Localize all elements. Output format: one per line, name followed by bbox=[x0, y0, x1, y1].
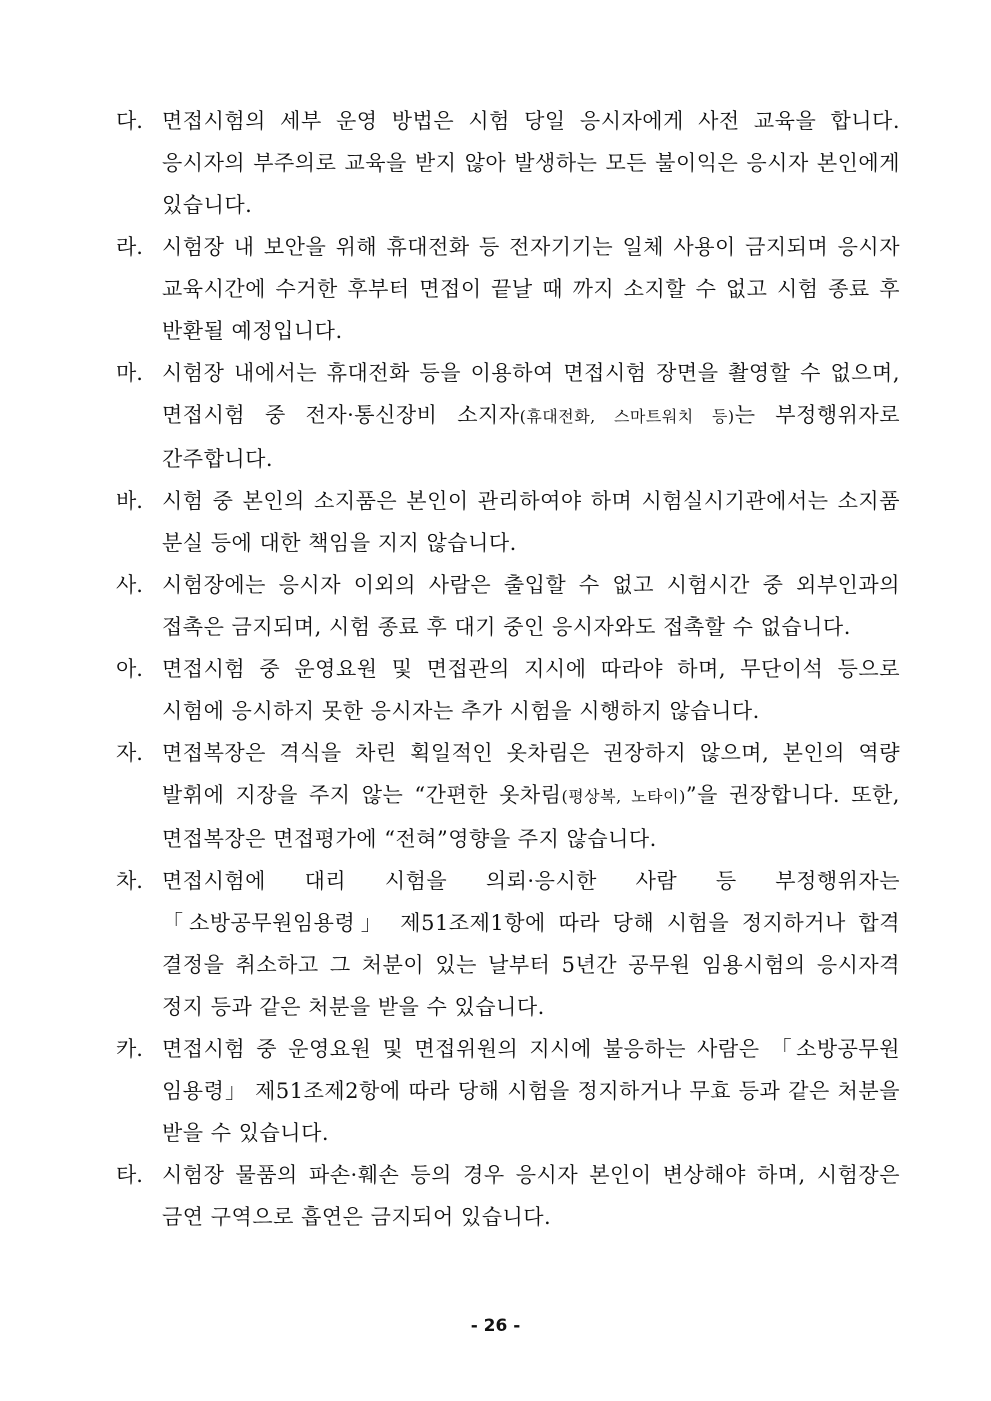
item-text: 시험장 물품의 파손·훼손 등의 경우 응시자 본인이 변상해야 하며, 시험장은 금연 구역으로 흡연은 금지되어 있습니다. bbox=[162, 1163, 900, 1229]
item-text: 면접시험의 세부 운영 방법은 시험 당일 응시자에게 사전 교육을 합니다. 응시자의 부주의로 교육을 받지 않아 발생하는 모든 불이익은 응시자 본인에게 있습니다. bbox=[162, 109, 900, 217]
item-text bbox=[162, 732, 900, 860]
item-text: 시험장에는 응시자 이외의 사람은 출입할 수 없고 시험시간 중 외부인과의 접촉은 금지되며, 시험 종료 후 대기 중인 응시자와도 접촉할 수 없습니다. bbox=[162, 573, 900, 639]
item-text: 시험장 내 보안을 위해 휴대전화 등 전자기기는 일체 사용이 금지되며 응시자 교육시간에 수거한 후부터 면접이 끝날 때 까지 소지할 수 없고 시험 종료 후 반환될 예정입니다. bbox=[162, 235, 900, 343]
item-text-note: (휴대전화, 스마트워치 등) bbox=[519, 407, 735, 426]
item-marker: 바. bbox=[116, 489, 143, 513]
page-number: - 26 - bbox=[470, 1316, 521, 1336]
list-item-ka bbox=[116, 1028, 900, 1154]
item-text-main: 면접복장은 격식을 차린 획일적인 옷차림은 권장하지 않으며, 본인의 역량 발휘에 지장을 주지 않는 “간편한 옷차림 bbox=[162, 741, 900, 807]
item-marker: 다. bbox=[116, 109, 143, 133]
list-item-da bbox=[116, 100, 900, 226]
item-text-tail: 는 부정행위자로 간주합니다. bbox=[162, 403, 900, 471]
list-item-a bbox=[116, 648, 900, 732]
item-text-main: 시험장 내에서는 휴대전화 등을 이용하여 면접시험 장면을 촬영할 수 없으며, 면접시험 중 전자·통신장비 소지자 bbox=[162, 361, 900, 427]
item-text: 면접시험에 대리 시험을 의뢰·응시한 사람 등 부정행위자는 「소방공무원임용령」 제51조제1항에 따라 당해 시험을 정지하거나 합격 결정을 취소하고 그 처분이 있는 날부터 5년간 공무원 임용시험의 응시자격 정지 등과 같은 처분을 받을 수 있습니다. bbox=[162, 869, 900, 1019]
notice-list bbox=[116, 100, 900, 1238]
item-text: 면접시험 중 운영요원 및 면접관의 지시에 따라야 하며, 무단이석 등으로 시험에 응시하지 못한 응시자는 추가 시험을 시행하지 않습니다. bbox=[162, 657, 900, 723]
list-item-ja bbox=[116, 732, 900, 860]
list-item-ma bbox=[116, 352, 900, 480]
item-marker: 라. bbox=[116, 235, 143, 259]
list-item-sa bbox=[116, 564, 900, 648]
item-marker: 차. bbox=[116, 869, 143, 893]
item-text-note: (평상복, 노타이) bbox=[561, 787, 686, 806]
item-marker: 사. bbox=[116, 573, 143, 597]
list-item-ba bbox=[116, 480, 900, 564]
item-marker: 마. bbox=[116, 361, 143, 385]
item-marker: 자. bbox=[116, 741, 143, 765]
list-item-ta bbox=[116, 1154, 900, 1238]
item-text: 면접시험 중 운영요원 및 면접위원의 지시에 불응하는 사람은 「소방공무원 임용령」 제51조제2항에 따라 당해 시험을 정지하거나 무효 등과 같은 처분을 받을 수 있습니다. bbox=[162, 1037, 900, 1145]
item-text: 시험 중 본인의 소지품은 본인이 관리하여야 하며 시험실시기관에서는 소지품 분실 등에 대한 책임을 지지 않습니다. bbox=[162, 489, 900, 555]
item-marker: 아. bbox=[116, 657, 143, 681]
list-item-ra bbox=[116, 226, 900, 352]
item-text bbox=[162, 352, 900, 480]
item-marker: 타. bbox=[116, 1163, 143, 1187]
item-marker: 카. bbox=[116, 1037, 143, 1061]
list-item-cha bbox=[116, 860, 900, 1028]
item-text-tail: ”을 권장합니다. 또한, 면접복장은 면접평가에 “전혀”영향을 주지 않습니다. bbox=[162, 783, 900, 851]
